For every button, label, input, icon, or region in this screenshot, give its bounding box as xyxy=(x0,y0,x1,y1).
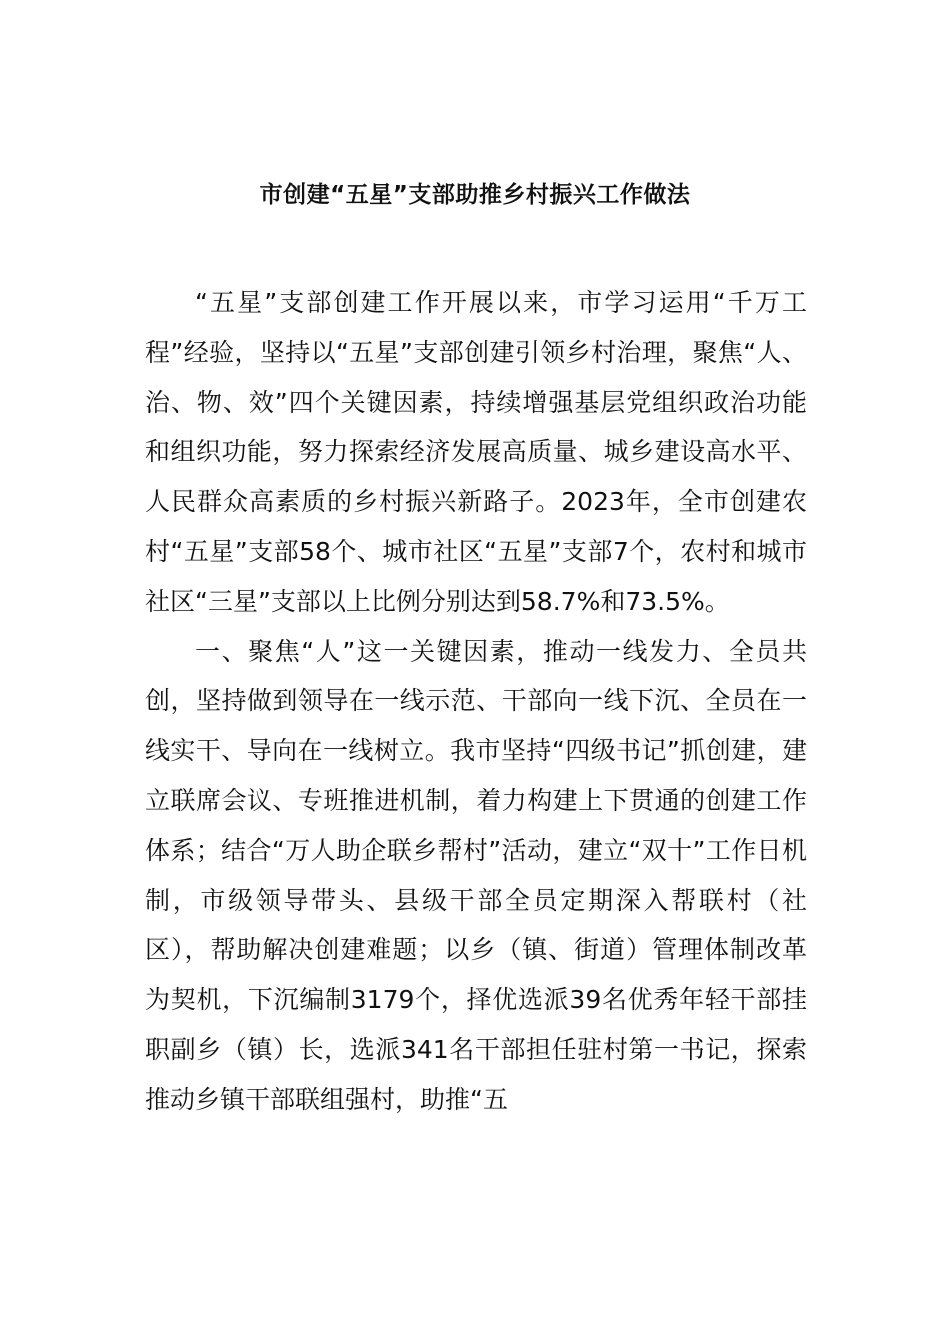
paragraph-section-one: 一、聚焦“人”这一关键因素，推动一线发力、全员共创，坚持做到领导在一线示范、干部向一线下沉、全员在一线实干、导向在一线树立。我市坚持“四级书记”抓创建，建立联席会议、专班推进机制，着力构建上下贯通的创建工作体系；结合“万人助企联乡帮村”活动，建立“双十”工作日机制，市级领导带头、县级干部全员定期深入帮联村（社区），帮助解决创建难题；以乡（镇、街道）管理体制改革为契机，下沉编制3179个，择优选派39名优秀年轻干部挂职副乡（镇）长，选派341名干部担任驻村第一书记，探索推动乡镇干部联组强村，助推“五 xyxy=(145,636,807,1114)
document-title: 市创建“五星”支部助推乡村振兴工作做法 xyxy=(259,182,691,209)
paragraph-intro: “五星”支部创建工作开展以来，市学习运用“千万工程”经验，坚持以“五星”支部创建引领乡村治理，聚焦“人、治、物、效”四个关键因素，持续增强基层党组织政治功能和组织功能，努力探索经济发展高质量、城乡建设高水平、人民群众高素质的乡村振兴新路子。2023年，全市创建农村“五星”支部58个、城市社区“五星”支部7个，农村和城市社区“三星”支部以上比例分别达到58.7%和73.5%。 xyxy=(145,288,807,616)
document-body xyxy=(145,278,807,1125)
